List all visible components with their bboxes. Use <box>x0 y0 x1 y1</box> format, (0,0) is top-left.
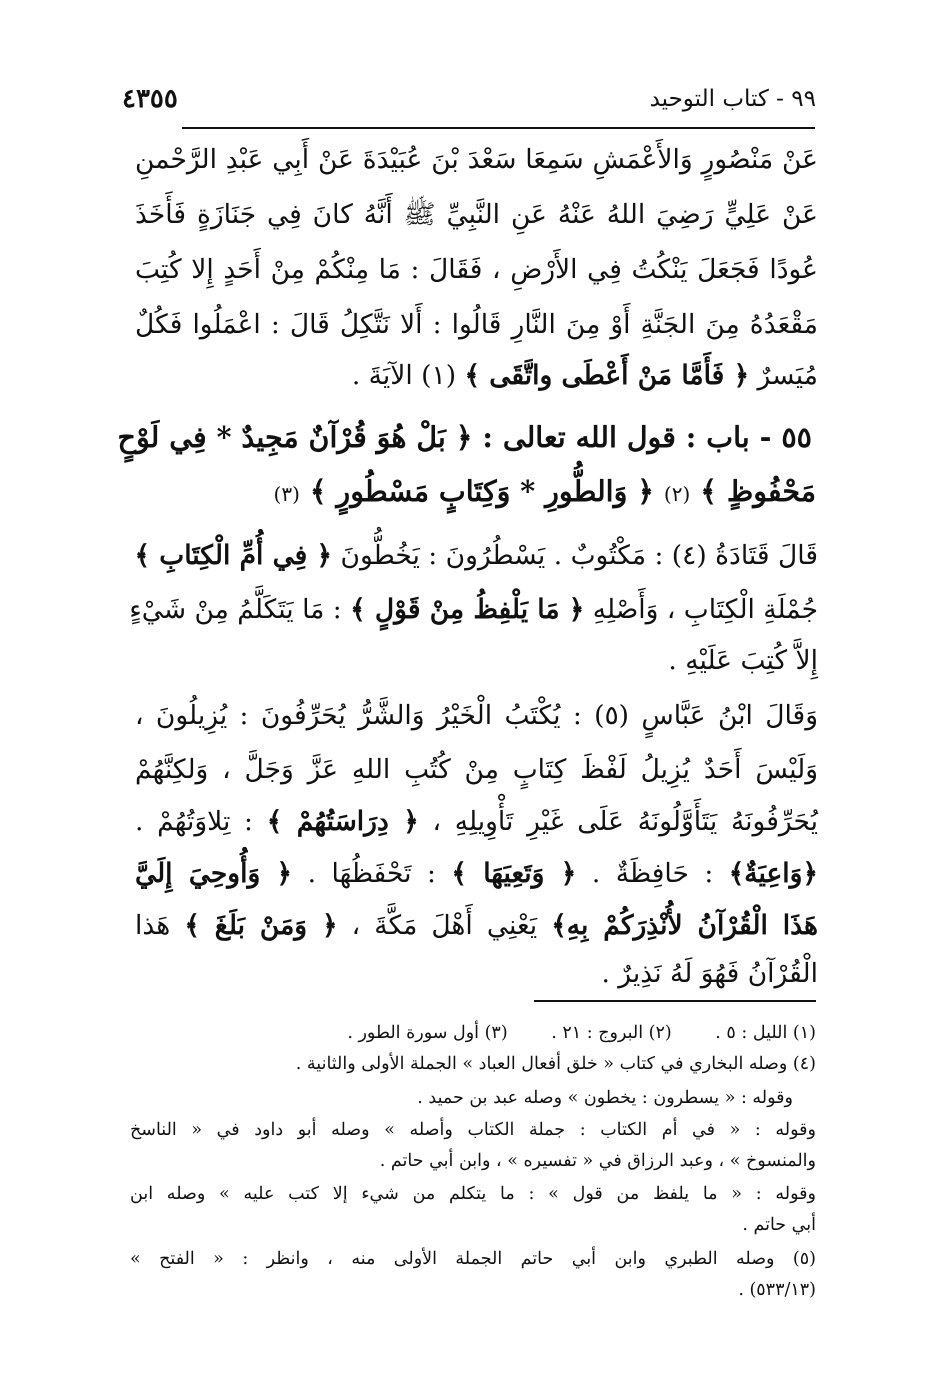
footnote: وقوله : « في أم الكتاب : جملة الكتاب وأصله » وصله أبو داود في « الناسخ <box>130 1120 816 1140</box>
quran-verse: مَحْفُوظٍ ﴾ <box>700 474 816 508</box>
quran-verse: ﴿ دِرَاسَتُهُمْ ﴾ <box>266 806 419 837</box>
page-number: ٤٣٥٥ <box>122 84 178 114</box>
text-segment: : حَافِظَةٌ . <box>591 858 714 889</box>
text-line: إِلاَّ كُتِبَ عَلَيْهِ . <box>668 645 818 676</box>
text-segment: يُحَرِّفُونَهُ يَتَأَوَّلُونَهُ عَلَى غَيْرِ تَأْوِيلِهِ ، <box>432 806 818 837</box>
footnote: (٤) وصله البخاري في كتاب « خلق أفعال العباد » الجملة الأولى والثانية . <box>295 1054 816 1074</box>
footnote-separator <box>534 1000 816 1002</box>
text-segment: يَعْنِي أَهْلَ مَكَّةَ ، <box>351 910 538 941</box>
text-line: الْقُرْآنُ فَهُوَ لَهُ نَذِيرٌ . <box>601 958 818 989</box>
quran-verse: ﴿ مَا يَلْفِظُ مِنْ قَوْلٍ ﴾ <box>350 594 585 625</box>
footnote: وقوله : « ما يلفظ من قول » : ما يتكلم من شيء إلا كتب عليه » وصله ابن <box>130 1184 816 1204</box>
text-line <box>135 910 818 941</box>
text-segment: هَذا <box>135 910 171 941</box>
text-line <box>135 540 818 571</box>
footnote: (١) الليل : ٥ . <box>715 1023 816 1043</box>
text-segment: : تِلاوَتُهُمْ . <box>135 806 253 837</box>
quran-verse: ﴿ وَالطُّورِ * وَكِتَابٍ مَسْطُورٍ ﴾ <box>309 474 654 508</box>
footnote-ref: (٣) <box>273 482 300 506</box>
running-title: ٩٩ - كتاب التوحيد <box>649 86 816 112</box>
text-line <box>135 858 818 889</box>
quran-verse: ﴿ وَمَنْ بَلَغَ ﴾ <box>184 910 338 941</box>
quran-verse: ﴿وَاعِيَةٌ﴾ <box>728 858 818 889</box>
quran-verse: ﴿ وَتَعِيَهَا ﴾ <box>451 858 577 889</box>
text-line: عَنْ عَلِيٍّ رَضِيَ اللهُ عَنْهُ عَنِ النَّبِيِّ ﷺ أَنَّهُ كانَ فِي جَنَازَةٍ فَأَخَذَ <box>135 199 818 230</box>
text-line: عَنْ مَنْصُورٍ وَالأَعْمَشِ سَمِعَا سَعْدَ بْنَ عُبَيْدَةَ عَنْ أَبِي عَبْدِ الرَّحْمنِ <box>135 144 818 175</box>
footnote-ref: (٢) <box>663 482 691 506</box>
footnote: وقوله : « يسطرون : يخطون » وصله عبد بن حميد . <box>417 1088 793 1108</box>
header-rule <box>182 127 815 129</box>
chapter-heading <box>117 420 812 454</box>
text-line: وَلَيْسَ أَحَدٌ يُزِيلُ لَفْظَ كِتَابٍ مِنْ كُتُبِ اللهِ عَزَّ وَجَلَّ ، وَلكِنَّهُمْ <box>135 754 818 785</box>
text-segment: : مَا يَتَكَلَّمُ مِنْ شَيْءٍ <box>129 594 342 625</box>
quran-verse: ﴿ فَأَمَّا مَنْ أَعْطَى واتَّقَى ﴾ <box>464 360 750 391</box>
text-line <box>129 594 818 625</box>
footnote: (٣) أول سورة الطور . <box>347 1023 508 1043</box>
footnote: (٥٣٣/١٣) . <box>738 1280 816 1300</box>
text-segment: جُمْلَةِ الْكِتَابِ ، وَأَصْلِهِ <box>592 594 818 625</box>
text-segment: (١) الآيَةَ . <box>351 360 457 391</box>
text-line: مَقْعَدُهُ مِنَ الجَنَّةِ أَوْ مِنَ النَّارِ قَالُوا : أَلا نَتَّكِلُ قَالَ : اعْمَلُوا فَكُلٌ <box>135 309 818 340</box>
text-line: عُودًا فَجَعَلَ يَنْكُتُ فِي الأَرْضِ ، فَقَالَ : مَا مِنْكُمْ مِنْ أَحَدٍ إِلا كُتِبَ <box>135 254 818 285</box>
text-segment: : تَحْفَظُهَا . <box>307 858 436 889</box>
quran-verse: ﴿ بَلْ هُوَ قُرْآنٌ مَجِيدٌ * فِي لَوْحٍ <box>117 420 473 454</box>
footnote: (٢) البروج : ٢١ . <box>551 1023 672 1043</box>
footnote: (٥) وصله الطبري وابن أبي حاتم الجملة الأولى منه ، وانظر : « الفتح » <box>130 1249 816 1269</box>
footnote-line <box>130 1023 816 1043</box>
quran-verse: ﴿ وَأُوحِيَ إِلَيَّ <box>135 858 293 889</box>
text-line <box>135 360 818 391</box>
footnote: أبي حاتم . <box>742 1215 816 1235</box>
quran-verse: ﴿ فِي أُمِّ الْكِتَابِ ﴾ <box>134 540 333 571</box>
text-line: وَقَالَ ابْنُ عَبَّاسٍ (٥) : يُكْتَبُ الْخَيْرُ وَالشَّرُّ يُحَرِّفُونَ : يُزِيلُونَ ، <box>135 700 818 731</box>
chapter-title: ٥٥ - باب : قول الله تعالى : <box>482 420 812 454</box>
text-segment: قَالَ قَتَادَةُ (٤) : مَكْتُوبٌ . يَسْطُرُونَ : يَخُطُّونَ <box>340 540 818 571</box>
text-line <box>135 806 818 837</box>
footnote: والمنسوخ » ، وعبد الرزاق في « تفسيره » ، وابن أبي حاتم . <box>379 1151 816 1171</box>
quran-verse: هَذَا الْقُرْآنُ لأُنْذِرَكُمْ بِهِ﴾ <box>551 910 818 941</box>
text-segment: مُيَسرٌ <box>757 360 818 391</box>
chapter-heading <box>274 474 817 508</box>
